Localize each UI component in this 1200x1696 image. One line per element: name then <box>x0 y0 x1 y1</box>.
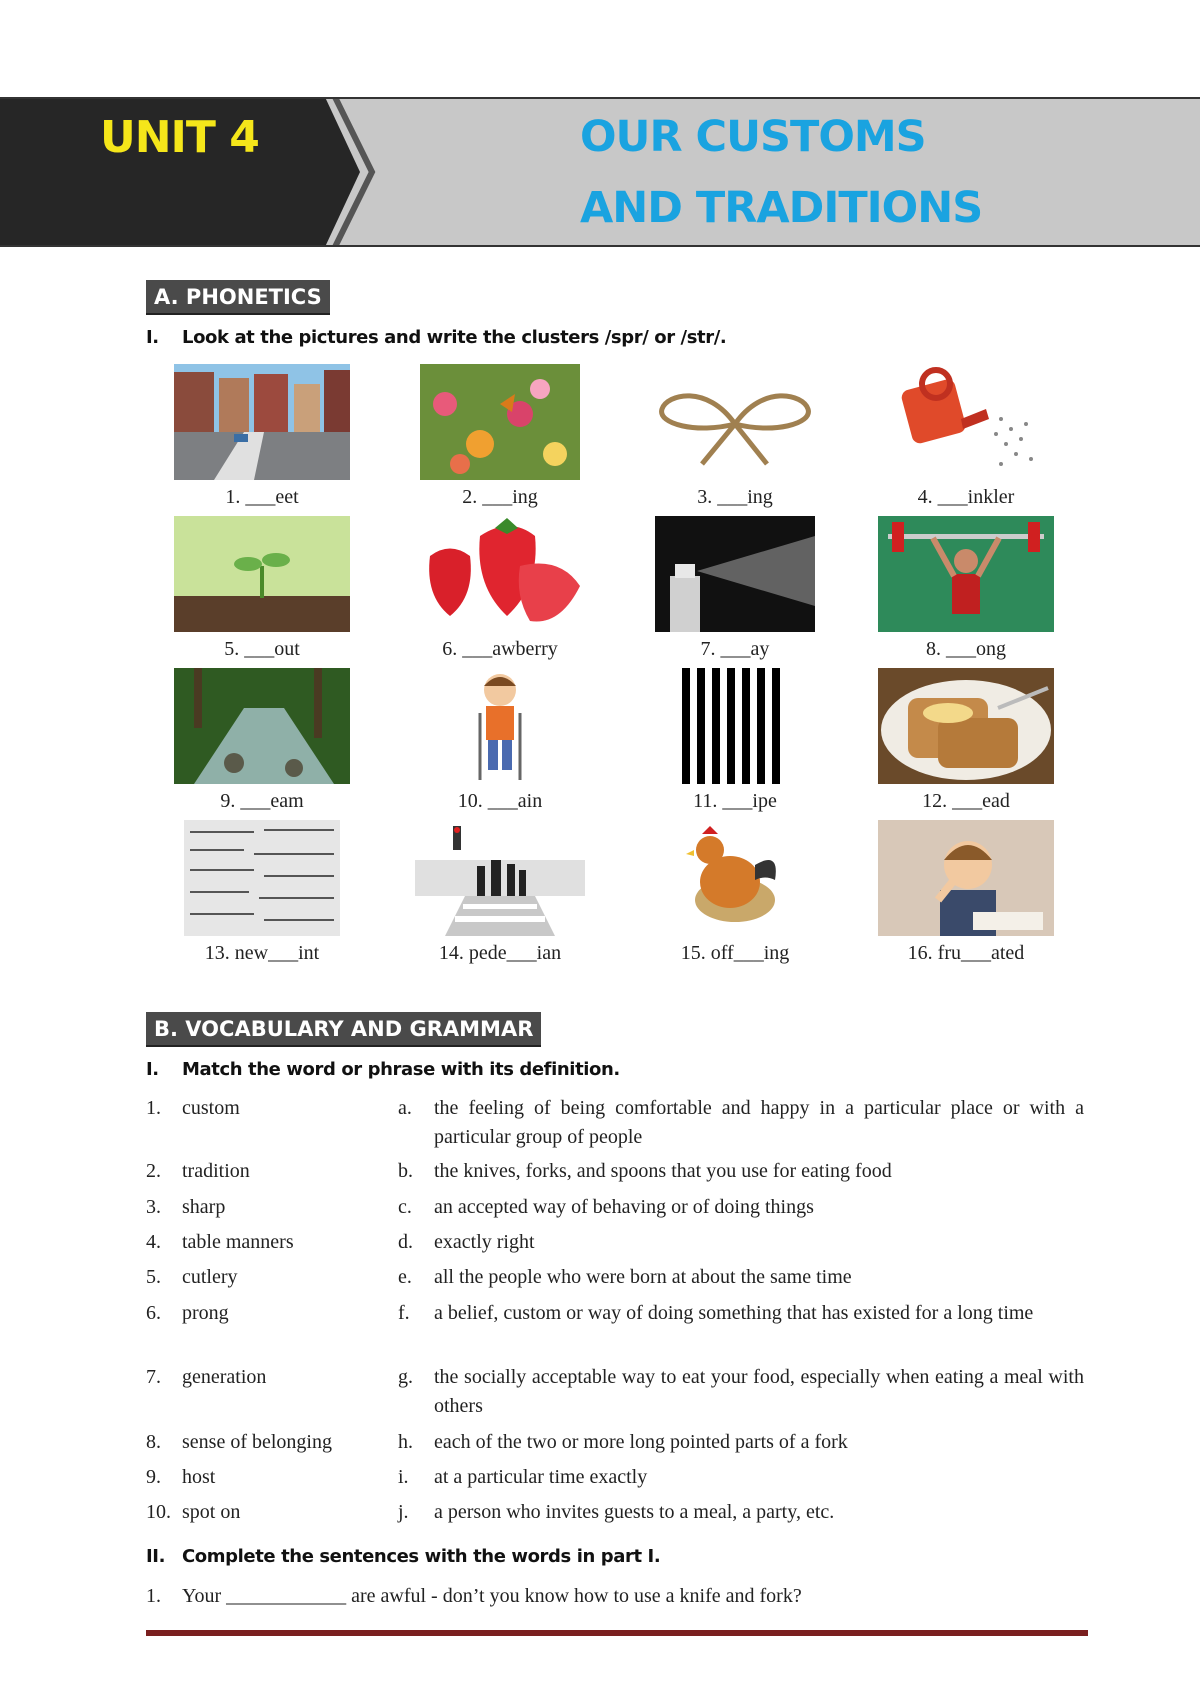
row-word: spot on <box>182 1501 241 1523</box>
picture-item <box>625 668 845 813</box>
row-letter: f. <box>398 1302 410 1324</box>
strawberry-icon <box>410 516 590 632</box>
section-b-instruction-1 <box>146 1059 620 1080</box>
row-word: prong <box>182 1302 229 1324</box>
row-word: generation <box>182 1366 267 1388</box>
row-word: custom <box>182 1097 240 1119</box>
picture-label: 15. off___ing <box>680 942 790 964</box>
row-letter: g. <box>398 1366 413 1388</box>
row-letter: j. <box>398 1501 409 1523</box>
row-number: 1. <box>146 1097 161 1119</box>
row-letter: c. <box>398 1196 412 1218</box>
hen-icon <box>680 820 790 936</box>
picture-label: 10. ___ain <box>457 790 543 812</box>
picture-item <box>856 668 1076 813</box>
section-a-heading: A. PHONETICS <box>146 280 330 315</box>
picture-label: 2. ___ing <box>462 486 538 508</box>
row-word: sharp <box>182 1196 226 1218</box>
row-word: table manners <box>182 1231 294 1253</box>
row-letter: e. <box>398 1266 412 1288</box>
boy-crutches-icon <box>440 668 560 784</box>
row-number: 10. <box>146 1501 171 1523</box>
unit-number: UNIT 4 <box>100 112 259 163</box>
instruction-text: Complete the sentences with the words in part I. <box>182 1546 661 1567</box>
pedestrians-icon <box>415 820 585 936</box>
stripes-icon <box>680 668 790 784</box>
row-word: cutlery <box>182 1266 238 1288</box>
picture-item <box>625 516 845 661</box>
row-definition: at a particular time exactly <box>434 1466 648 1488</box>
row-definition: the socially acceptable way to eat your food, especially when eating a meal with others <box>434 1366 1084 1417</box>
picture-label: 16. fru___ated <box>907 942 1025 964</box>
spray-icon <box>655 516 815 632</box>
sentence-text: Your ____________ are awful - don’t you know how to use a knife and fork? <box>182 1585 802 1607</box>
row-number: 2. <box>146 1160 161 1182</box>
section-a-instruction <box>146 327 726 348</box>
row-letter: a. <box>398 1097 412 1119</box>
picture-label: 1. ___eet <box>225 486 299 508</box>
picture-item <box>856 820 1076 965</box>
picture-item <box>625 364 845 509</box>
picture-item <box>856 516 1076 661</box>
bread-spread-icon <box>878 668 1054 784</box>
row-number: 7. <box>146 1366 161 1388</box>
row-definition: a person who invites guests to a meal, a party, etc. <box>434 1501 835 1523</box>
frustrated-boy-icon <box>878 820 1054 936</box>
row-letter: b. <box>398 1160 413 1182</box>
sentence-number: 1. <box>146 1585 161 1607</box>
sprout-icon <box>174 516 350 632</box>
instruction-number: I. <box>146 1059 159 1080</box>
instruction-text: Match the word or phrase with its definition. <box>182 1059 620 1080</box>
picture-label: 7. ___ay <box>700 638 770 660</box>
row-word: host <box>182 1466 216 1488</box>
row-number: 4. <box>146 1231 161 1253</box>
picture-item <box>152 820 372 965</box>
spring-flowers-icon <box>420 364 580 480</box>
picture-label: 5. ___out <box>224 638 300 660</box>
row-word: tradition <box>182 1160 250 1182</box>
row-word: sense of belonging <box>182 1431 332 1453</box>
picture-label: 13. new___int <box>204 942 320 964</box>
section-b-instruction-2 <box>146 1546 660 1567</box>
row-letter: i. <box>398 1466 409 1488</box>
instruction-number: I. <box>146 327 159 348</box>
picture-label: 3. ___ing <box>697 486 773 508</box>
picture-label: 11. ___ipe <box>693 790 777 812</box>
footer-divider <box>146 1630 1088 1636</box>
instruction-text: Look at the pictures and write the clusters /spr/ or /str/. <box>182 327 727 348</box>
row-definition: the knives, forks, and spoons that you use for eating food <box>434 1160 892 1182</box>
row-number: 9. <box>146 1466 161 1488</box>
picture-item <box>390 364 610 509</box>
street-icon <box>174 364 350 480</box>
picture-item <box>856 364 1076 509</box>
row-definition: a belief, custom or way of doing something that has existed for a long time <box>434 1302 1034 1324</box>
row-definition: all the people who were born at about the same time <box>434 1266 852 1288</box>
weightlifter-icon <box>878 516 1054 632</box>
row-letter: d. <box>398 1231 413 1253</box>
picture-label: 6. ___awberry <box>442 638 558 660</box>
picture-label: 8. ___ong <box>926 638 1006 660</box>
row-number: 3. <box>146 1196 161 1218</box>
row-definition: an accepted way of behaving or of doing things <box>434 1196 814 1218</box>
row-number: 8. <box>146 1431 161 1453</box>
row-definition: exactly right <box>434 1231 535 1253</box>
string-bow-icon <box>647 364 823 480</box>
picture-label: 12. ___ead <box>922 790 1010 812</box>
row-letter: h. <box>398 1431 413 1453</box>
picture-item <box>390 820 610 965</box>
picture-label: 4. ___inkler <box>917 486 1015 508</box>
row-number: 5. <box>146 1266 161 1288</box>
row-definition: the feeling of being comfortable and happy in a particular place or with a particular group of people <box>434 1097 1084 1148</box>
picture-item <box>152 516 372 661</box>
unit-title-line2: AND TRADITIONS <box>580 183 983 233</box>
newsprint-icon <box>184 820 340 936</box>
picture-item <box>625 820 845 965</box>
row-number: 6. <box>146 1302 161 1324</box>
sprinkler-icon <box>891 364 1041 480</box>
picture-label: 14. pede___ian <box>438 942 562 964</box>
picture-label: 9. ___eam <box>220 790 304 812</box>
unit-title-line1: OUR CUSTOMS <box>580 112 926 162</box>
picture-item <box>152 364 372 509</box>
picture-item <box>152 668 372 813</box>
row-definition: each of the two or more long pointed parts of a fork <box>434 1431 848 1453</box>
instruction-number: II. <box>146 1546 166 1567</box>
picture-item <box>390 516 610 661</box>
section-b-heading: B. VOCABULARY AND GRAMMAR <box>146 1012 541 1047</box>
picture-item <box>390 668 610 813</box>
stream-icon <box>174 668 350 784</box>
